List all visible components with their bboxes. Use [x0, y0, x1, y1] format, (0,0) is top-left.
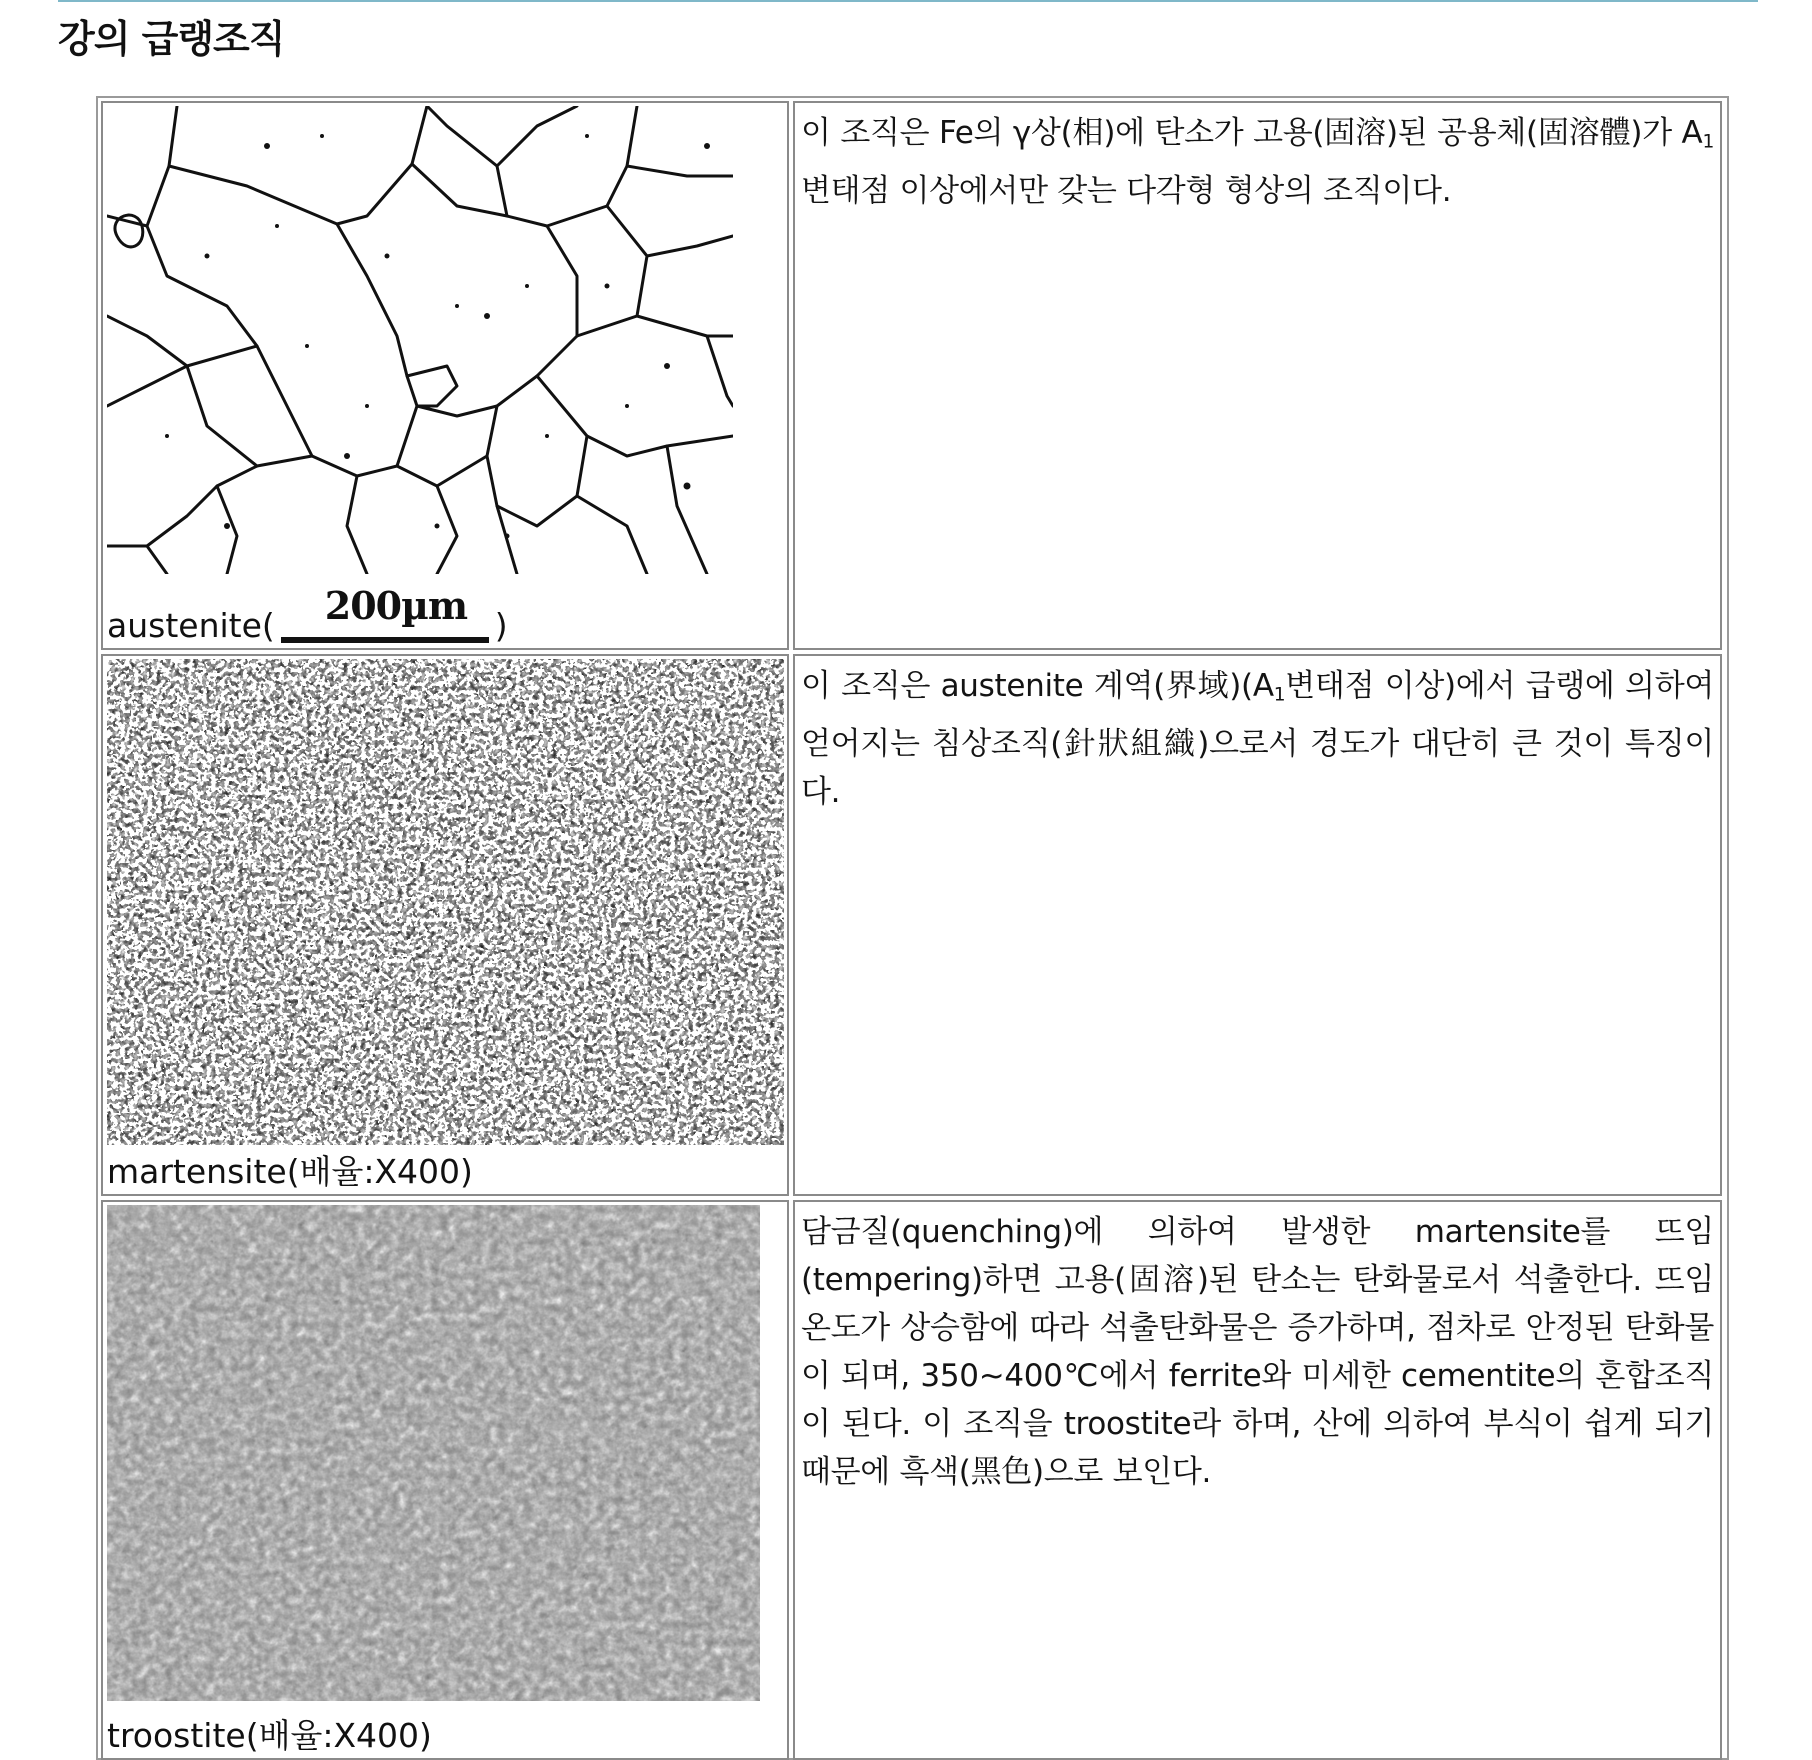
austenite-caption-prefix: austenite(	[107, 606, 275, 645]
structure-table	[96, 96, 1729, 1760]
top-rule	[58, 0, 1758, 2]
table-row-martensite	[101, 654, 1724, 1196]
austenite-micrograph	[107, 106, 733, 574]
austenite-description: 이 조직은 Fe의 γ상(相)에 탄소가 고용(固溶)된 공용체(固溶體)가 $A_1$변태점 이상에서만 갖는 다각형 형상의 조직이다.	[801, 115, 1714, 209]
table-row-austenite	[101, 101, 1724, 650]
scale-bar-line	[281, 637, 489, 643]
page-title: 강의 급랭조직	[58, 17, 285, 61]
scale-bar-label: 200µm	[324, 583, 468, 628]
austenite-caption-suffix: )	[494, 606, 508, 645]
troostite-micrograph	[107, 1205, 760, 1701]
martensite-caption: martensite(배율:X400)	[107, 1152, 473, 1191]
troostite-description: 담금질(quenching)에 의하여 발생한 martensite를 뜨임(tempering)하면 고용(固溶)된 탄소는 탄화물로서 석출한다. 뜨임온도가 상승함에 따라 석출탄화물은 증가하며, 점차로 안정된 탄화물이 되며, 350~400℃에서 ferrite와 미세한 cementite의 혼합조직이 된다. 이 조직을 troostite라 하며, 산에 의하여 부식이 쉽게 되기 때문에 흑색(黑色)으로 보인다.	[801, 1214, 1714, 1490]
scale-bar	[275, 583, 495, 648]
troostite-image-cell	[101, 1200, 789, 1760]
austenite-description-cell	[793, 101, 1722, 650]
austenite-image-cell	[101, 101, 789, 650]
martensite-micrograph	[107, 659, 784, 1145]
austenite-caption	[107, 583, 508, 648]
table-row-troostite	[101, 1200, 1724, 1760]
troostite-caption: troostite(배율:X400)	[107, 1716, 432, 1755]
martensite-description-cell	[793, 654, 1722, 1196]
martensite-description: 이 조직은 austenite 계역(界域)($A_1$변태점 이상)에서 급랭에 의하여 얻어지는 침상조직(針狀組織)으로서 경도가 대단히 큰 것이 특징이다.	[801, 668, 1714, 810]
martensite-image-cell	[101, 654, 789, 1196]
troostite-description-cell	[793, 1200, 1722, 1760]
